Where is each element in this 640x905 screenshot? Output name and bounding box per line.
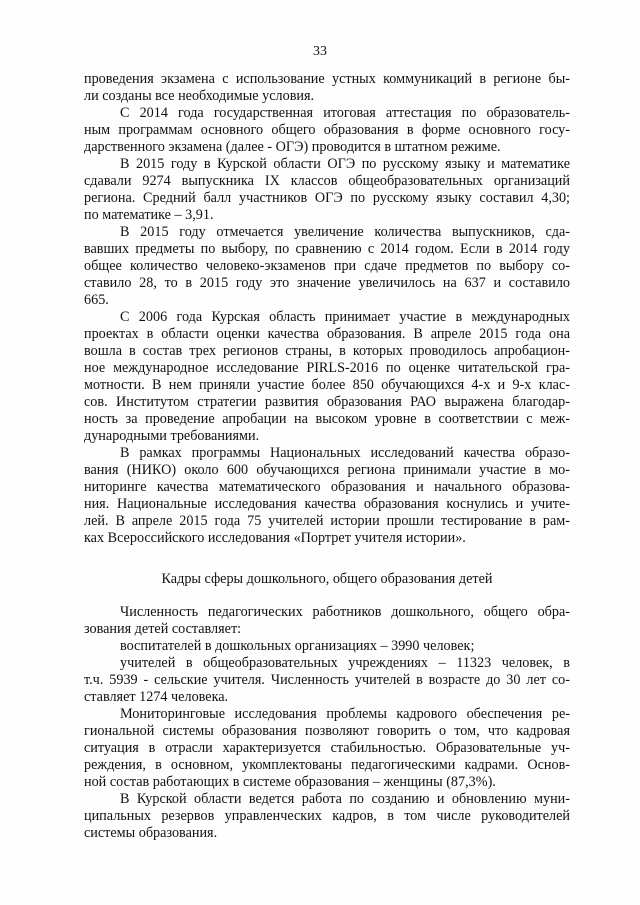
text-line: Численность педагогических работников дошкольного, общего обра-: [120, 604, 570, 620]
text-line: ния. Национальные исследования качества образования коснулись и учите-: [84, 496, 570, 512]
text-line: мотности. В нем приняли участие более 850 обучающихся 4-х и 9-х клас-: [84, 377, 570, 393]
text-line: сов. Институтом стратегии развития образования РАО выражена благодар-: [84, 394, 570, 410]
body-text-block-top: [84, 71, 570, 547]
text-line: реждения, в основном, укомплектованы педагогическими кадрами. Основ-: [84, 757, 570, 773]
text-line: дарственного экзамена (далее - ОГЭ) проводится в штатном режиме.: [84, 139, 501, 155]
text-line: проектах в области оценки качества образования. В апреле 2015 года она: [84, 326, 570, 342]
text-line: ное международное исследование PIRLS-2016 по оценке читательской гра-: [84, 360, 570, 376]
text-line: С 2014 года государственная итоговая аттестация по образователь-: [120, 105, 570, 121]
text-line: вания (НИКО) около 600 обучающихся региона принимали участие в мо-: [84, 462, 570, 478]
text-line: 665.: [84, 292, 109, 308]
text-line: В рамках программы Национальных исследований качества образо-: [120, 445, 570, 461]
text-line: региона. Средний балл участников ОГЭ по русскому языку составил 4,30;: [84, 190, 570, 206]
text-line: гиональной системы образования позволяют говорить о том, что кадровая: [84, 723, 570, 739]
text-line: В Курской области ведется работа по созданию и обновлению муни-: [120, 791, 570, 807]
text-line: воспитателей в дошкольных организациях – 3990 человек;: [120, 638, 475, 654]
body-text-block-bottom: [84, 604, 570, 842]
page-number: 33: [313, 44, 327, 59]
text-line: ставляет 1274 человека.: [84, 689, 229, 705]
text-line: системы образования.: [84, 825, 218, 841]
text-line: В 2015 году в Курской области ОГЭ по русскому языку и математике: [120, 156, 570, 172]
text-line: В 2015 году отмечается увеличение количества выпускников, сда-: [120, 224, 570, 240]
text-line: зования детей составляет:: [84, 621, 242, 637]
text-line: ситуация в отрасли характеризуется стабильностью. Образовательные уч-: [84, 740, 570, 756]
text-line: т.ч. 5939 - сельские учителя. Численность учителей в возрасте до 30 лет со-: [84, 672, 570, 688]
text-line: ли созданы все необходимые условия.: [84, 88, 315, 104]
text-line: проведения экзамена с использование устных коммуникаций в регионе бы-: [84, 71, 570, 87]
text-line: ниторинге качества математического образования и начального образова-: [84, 479, 570, 495]
text-line: вошла в состав трех регионов страны, в которых проводилось апробацион-: [84, 343, 570, 359]
text-line: сдавали 9274 выпускника IX классов общеобразовательных организаций: [84, 173, 570, 189]
text-line: Мониторинговые исследования проблемы кадрового обеспечения ре-: [120, 706, 570, 722]
text-line: ках Всероссийского исследования «Портрет учителя истории».: [84, 530, 466, 546]
text-line: учителей в общеобразовательных учреждениях – 11323 человек, в: [120, 655, 570, 671]
text-line: по математике – 3,91.: [84, 207, 214, 223]
section-heading: Кадры сферы дошкольного, общего образования детей: [161, 571, 493, 587]
text-line: С 2006 года Курская область принимает участие в международных: [120, 309, 570, 325]
text-line: ным программам основного общего образования в форме основного госу-: [84, 122, 570, 138]
text-line: ставило 28, то в 2015 году это значение увеличилось на 637 и составило: [84, 275, 570, 291]
text-line: лей. В апреле 2015 года 75 учителей истории прошли тестирование в рам-: [84, 513, 570, 529]
text-line: ципальных резервов управленческих кадров, в том числе руководителей: [84, 808, 570, 824]
text-line: вавших предметы по выбору, по сравнению с 2014 годом. Если в 2014 году: [84, 241, 570, 257]
text-line: ной состав работающих в системе образования – женщины (87,3%).: [84, 774, 496, 790]
text-line: дународными требованиями.: [84, 428, 260, 444]
text-line: ность за проведение апробации на высоком уровне в соответствии с меж-: [84, 411, 570, 427]
text-line: общее количество человеко-экзаменов при сдаче предметов по выбору со-: [84, 258, 570, 274]
